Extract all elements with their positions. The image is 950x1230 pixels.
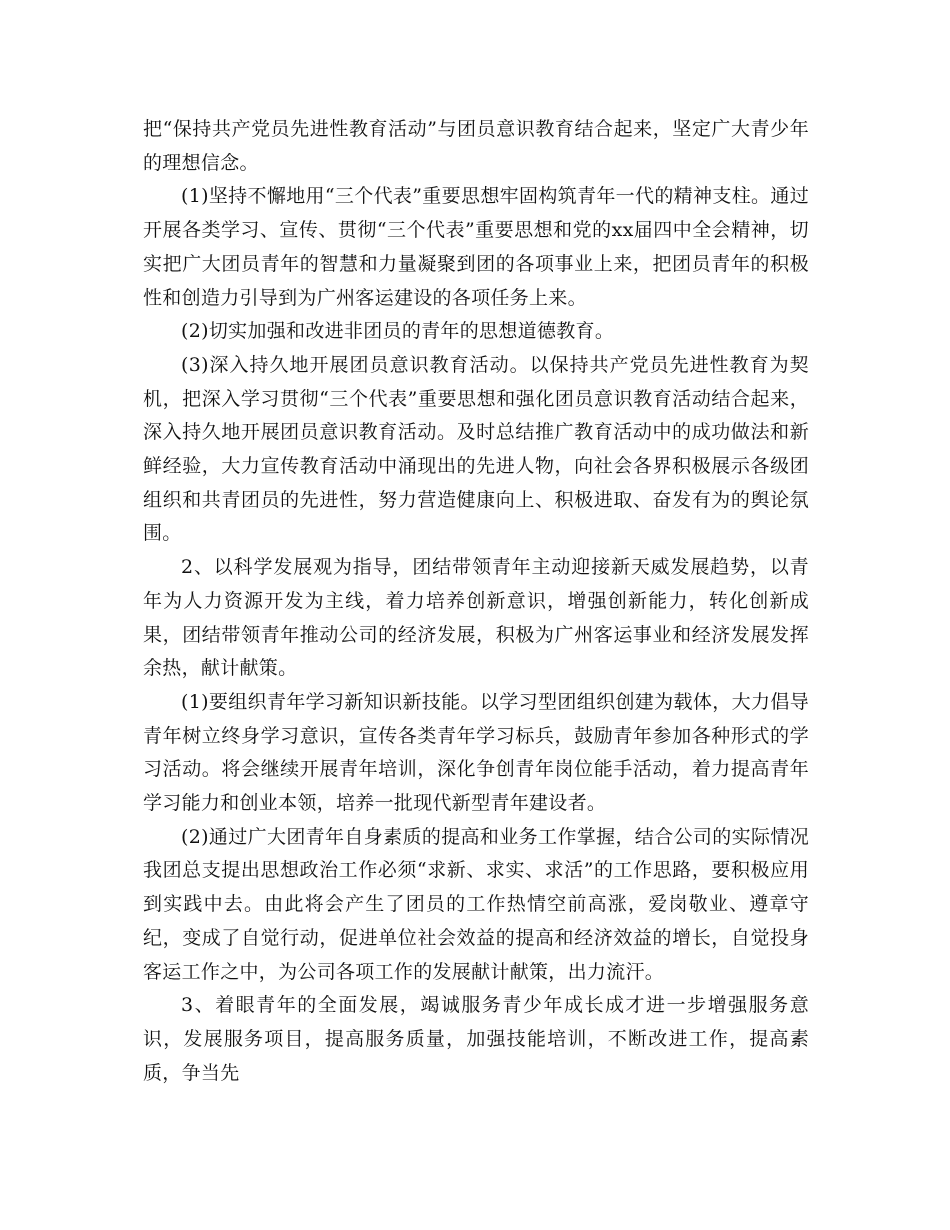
paragraph: 3、着眼青年的全面发展，竭诚服务青少年成长成才进一步增强服务意识，发展服务项目，提高服务质量，加强技能培训，不断改进工作，提高素质，争当先 bbox=[143, 994, 809, 1084]
document-page bbox=[143, 113, 809, 1090]
paragraph: (2)通过广大团青年自身素质的提高和业务工作掌握，结合公司的实际情况我团总支提出思想政治工作必须“求新、求实、求活”的工作思路，要积极应用到实践中去。由此将会产生了团员的工作热情空前高涨，爱岗敬业、遵章守纪，变成了自觉行动，促进单位社会效益的提高和经济效益的增长，自觉投身客运工作之中，为公司各项工作的发展献计献策，出力流汗。 bbox=[143, 825, 809, 983]
paragraph: (1)要组织青年学习新知识新技能。以学习型团组织创建为载体，大力倡导青年树立终身学习意识，宣传各类青年学习标兵，鼓励青年参加各种形式的学习活动。将会继续开展青年培训，深化争创青年岗位能手活动，着力提高青年学习能力和创业本领，培养一批现代新型青年建设者。 bbox=[143, 690, 809, 815]
paragraph: 把“保持共产党员先进性教育活动”与团员意识教育结合起来，坚定广大青少年的理想信念。 bbox=[143, 118, 809, 174]
paragraph: (1)坚持不懈地用“三个代表”重要思想牢固构筑青年一代的精神支柱。通过开展各类学习、宣传、贯彻“三个代表”重要思想和党的xx届四中全会精神，切实把广大团员青年的智慧和力量凝聚到团的各项事业上来，把团员青年的积极性和创造力引导到为广州客运建设的各项任务上来。 bbox=[143, 185, 809, 309]
paragraph: 2、以科学发展观为指导，团结带领青年主动迎接新天威发展趋势，以青年为人力资源开发为主线，着力培养创新意识，增强创新能力，转化创新成果，团结带领青年推动公司的经济发展，积极为广州客运事业和经济发展发挥余热，献计献策。 bbox=[143, 556, 809, 680]
paragraph: (3)深入持久地开展团员意识教育活动。以保持共产党员先进性教育为契机，把深入学习贯彻“三个代表”重要思想和强化团员意识教育活动结合起来，深入持久地开展团员意识教育活动。及时总结推广教育活动中的成功做法和新鲜经验，大力宣传教育活动中涌现出的先进人物，向社会各界积极展示各级团组织和共青团员的先进性，努力营造健康向上、积极进取、奋发有为的舆论氛围。 bbox=[143, 353, 809, 545]
paragraph: (2)切实加强和改进非团员的青年的思想道德教育。 bbox=[181, 320, 615, 343]
